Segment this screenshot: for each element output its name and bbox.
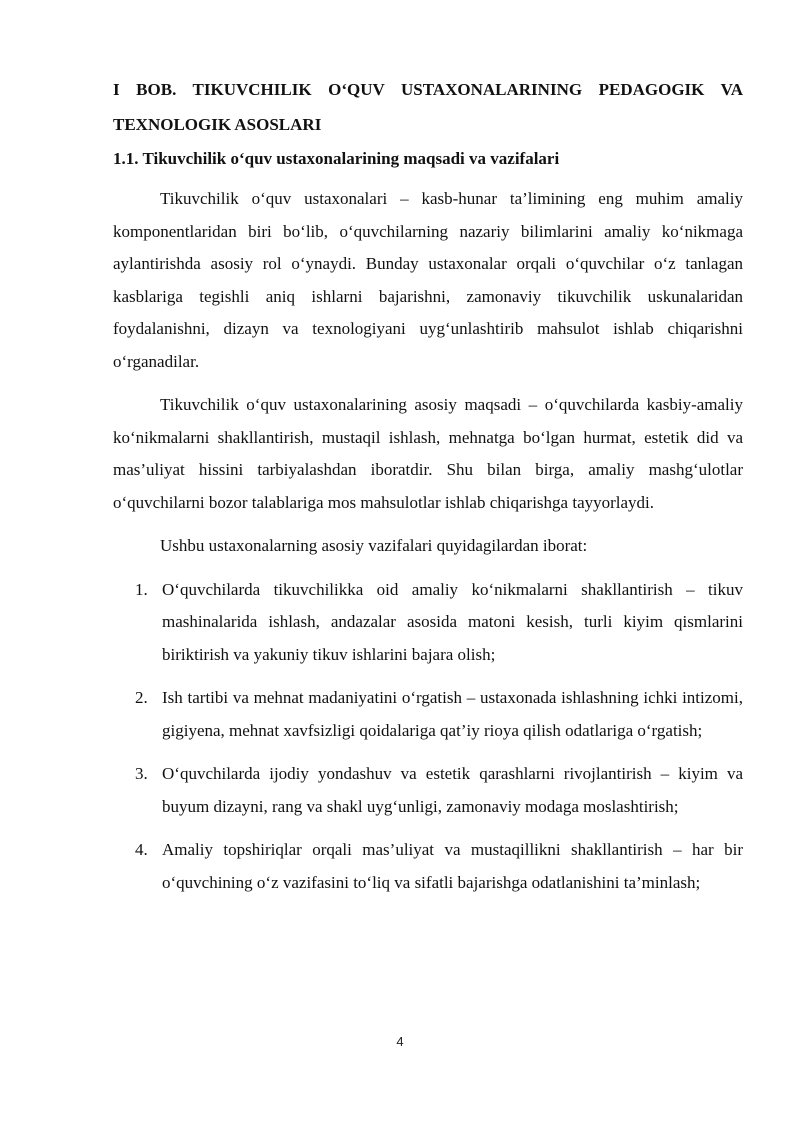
list-item-number: 1. [135, 579, 148, 599]
page-content [113, 72, 743, 910]
list-item [113, 758, 743, 823]
list-item [113, 682, 743, 747]
list-item-text: Amaliy topshiriqlar orqali mas’uliyat va mustaqillikni shakllantirish – har bir o‘quvchining o‘z vazifasini to‘liq va sifatli bajarishga odatlanishini ta’minlash; [162, 840, 743, 892]
list-item-number: 2. [135, 688, 148, 707]
list-item [113, 574, 743, 672]
list-item-text: O‘quvchilarda ijodiy yondashuv va estetik qarashlarni rivojlantirish – kiyim va buyum dizayni, rang va shakl uyg‘unligi, zamonaviy modaga moslashtirish; [162, 764, 743, 816]
paragraph: Ushbu ustaxonalarning asosiy vazifalari quyidagilardan iborat: [160, 536, 588, 555]
list-item-text: Ish tartibi va mehnat madaniyatini o‘rgatish – ustaxonada ishlashning ichki intizomi, gigiyena, mehnat xavfsizligi qoidalariga qat’iy rioya qilish odatlariga o‘rgatish; [162, 688, 743, 740]
paragraph: Tikuvchilik o‘quv ustaxonalarining asosiy maqsadi – o‘quvchilarda kasbiy-amaliy ko‘nikmalarni shakllantirish, mustaqil ishlash, mehnatga bo‘lgan hurmat, estetik did va mas’uliyat hissini tarbiyalashdan iboratdir. Shu bilan birga, amaliy mashg‘ulotlar o‘quvchilarni bozor talablariga mos mahsulotlar ishlab chiqarishga tayyorlaydi. [113, 395, 743, 512]
list-item-number: 4. [135, 840, 148, 859]
list-item-text: O‘quvchilarda tikuvchilikka oid amaliy ko‘nikmalarni shakllantirish – tikuv mashinalarida ishlash, andazalar asosida matoni kesish, turli kiyim qismlarini biriktirish va yakuniy tikuv ishlarini bajara olish; [162, 579, 743, 664]
paragraph: Tikuvchilik o‘quv ustaxonalari – kasb-hunar ta’limining eng muhim amaliy komponentlaridan biri bo‘lib, o‘quvchilarning nazariy bilimlarini amaliy ko‘nikmaga aylantirishda asosiy rol o‘ynaydi. Bunday ustaxonalar orqali o‘quvchilar o‘z tanlagan kasblariga tegishli aniq ishlarni bajarishni, zamonaviy tikuvchilik uskunalaridan foydalanishni, dizayn va texnologiyani uyg‘unlashtirib mahsulot ishlab chiqarishni o‘rganadilar. [113, 189, 743, 371]
page-number: 4 [396, 1034, 404, 1049]
list-item [113, 834, 743, 899]
list-item-number: 3. [135, 764, 148, 783]
task-list [113, 574, 743, 900]
chapter-title: I BOB. TIKUVCHILIK O‘QUV USTAXONALARINING PEDAGOGIK VA TEXNOLOGIK ASOSLARI [113, 80, 743, 134]
section-title: 1.1. Tikuvchilik o‘quv ustaxonalarining maqsadi va vazifalari [113, 149, 560, 168]
